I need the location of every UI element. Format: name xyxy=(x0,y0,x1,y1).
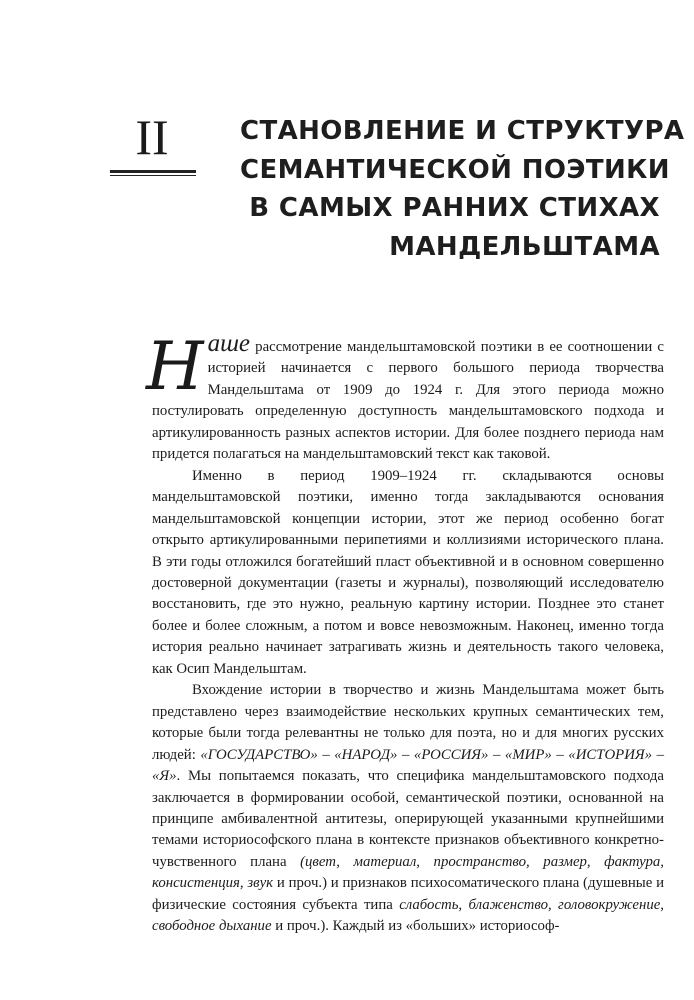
chapter-title-line: МАНДЕЛЬШТАМА xyxy=(389,231,660,262)
lead-word: аше xyxy=(207,330,251,357)
chapter-number-underline xyxy=(110,170,196,173)
chapter-title-line: В САМЫХ РАННИХ СТИХАХ xyxy=(249,193,660,223)
chapter-title-line: СТАНОВЛЕНИЕ И СТРУКТУРА xyxy=(240,116,685,146)
italic-text: (цвет, материал, пространство, размер, фактура, консистенция, звук xyxy=(152,853,664,892)
paragraph: Именно в период 1909–1924 гг. складываются основы мандельштамовской поэтики, именно тогда закладываются основания мандельштамовской концепции истории, этот же период особенно богат открыто артикулированными перипетиями и коллизиями исторического плана. В эти годы отложился богатейший пласт объективной и в основном совершенно достоверной документации (газеты и журналы), позволяющий исследователю восстановить, где это нужно, реальную картину истории. Позднее это станет более и более сложным, а потом и вовсе невозможным. Наконец, именно тогда история реально начинает затрагивать жизнь и деятельность такого человека, как Осип Мандельштам. xyxy=(152,467,664,677)
paragraph-text: Вхождение истории в творчество и жизнь Мандельштама может быть представлено через взаимодействие нескольких крупных семантических тем, которые были тогда релевантны не только для поэта, но и для многих русских людей: xyxy=(152,682,664,763)
paragraph-text: рассмотрение мандельштамовской поэтики в ее соотношении с историей начинается с первого большого периода творчества Мандельштама от 1909 до 1924 г. Для этого периода можно постулировать определенную доступность мандельштамовского подхода и артикулированность разных аспектов истории. Для более позднего периода нам придется полагаться на мандельштамовский текст как таковой. xyxy=(152,339,664,463)
paragraph-text: и проч.) и признаков психосоматического плана (душевные и физические состояния субъекта типа xyxy=(152,875,665,913)
body-text xyxy=(146,328,665,938)
drop-cap: Н xyxy=(146,328,204,405)
paragraph xyxy=(146,328,664,466)
chapter-title xyxy=(240,112,685,266)
italic-text: «ГОСУДАРСТВО» – «НАРОД» – «РОССИЯ» – «МИР» – «ИСТОРИЯ» – «Я» xyxy=(152,746,664,785)
paragraph xyxy=(152,680,664,937)
chapter-title-line: СЕМАНТИЧЕСКОЙ ПОЭТИКИ xyxy=(240,154,670,185)
italic-text: слабость, блаженство, головокружение, свободное дыхание xyxy=(152,896,664,935)
chapter-number: II xyxy=(135,109,169,165)
paragraph-text: и проч.). Каждый из «больших» историософ- xyxy=(271,918,560,935)
paragraph-text: . Мы попытаемся показать, что специфика мандельштамовского подхода заключается в формировании особой, семантической поэтики, основанной на принципе амбивалентной антитезы, оперирующей указанными крупнейшими темами историософского плана в контексте признаков объективного конкретно-чувственного плана xyxy=(152,768,664,870)
chapter-number-underline-thin xyxy=(110,175,196,176)
